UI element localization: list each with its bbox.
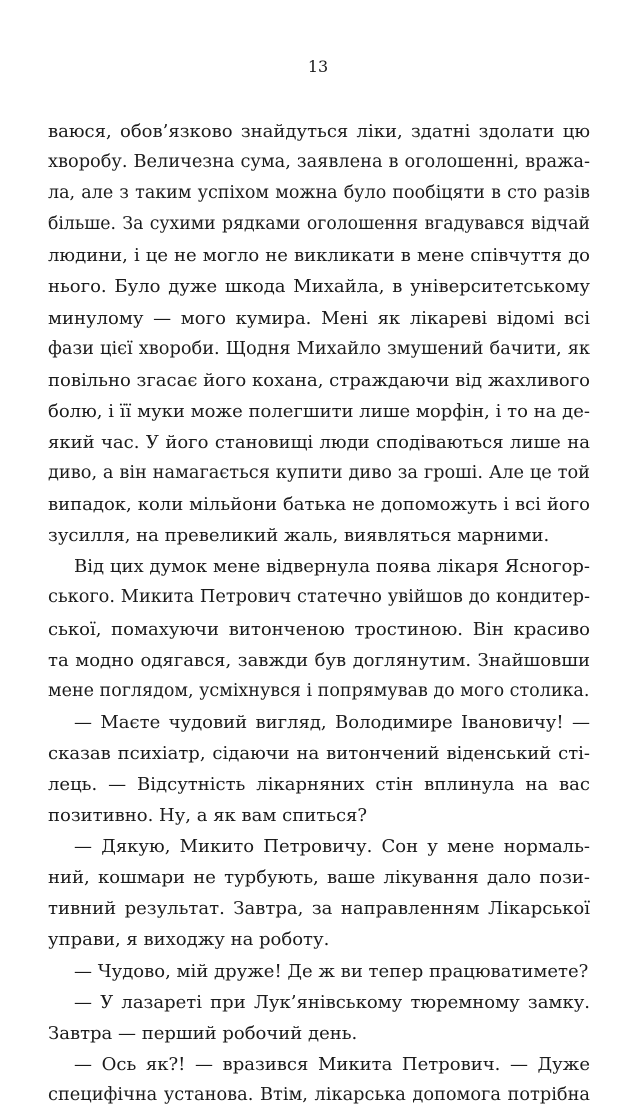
text-line: Завтра — перший робочий день. <box>48 1022 358 1044</box>
text-line: випадок, коли мільйони батька не допоможуть і всі його <box>48 494 590 516</box>
text-line: — Дякую, Микито Петровичу. Сон у мене нормаль- <box>74 836 590 858</box>
text-line: людини, і це не могло не викликати в мене співчуття до <box>48 245 590 267</box>
text-line: ваюся, обов’язково знайдуться ліки, здатні здолати цю <box>48 121 590 142</box>
text-line: нього. Було дуже шкода Михайла, в університетському <box>48 276 590 298</box>
text-line: — Маєте чудовий вигляд, Володимире Івановичу! — <box>74 711 590 733</box>
page-number: 13 <box>307 57 329 76</box>
text-line: зусилля, на превеликий жаль, виявляться марними. <box>48 525 550 547</box>
text-line: ла, але з таким успіхом можна було пообіцяти в сто разів <box>48 183 590 204</box>
text-line: більше. За сухими рядками оголошення вгадувався відчай <box>48 214 590 235</box>
text-line: лець. — Відсутність лікарняних стін вплинула на вас <box>48 773 590 795</box>
text-line: минулому — мого кумира. Мені як лікареві відомі всі <box>48 307 590 329</box>
text-line: фази цієї хвороби. Щодня Михайло змушений бачити, як <box>48 338 590 359</box>
text-line: диво, а він намагається купити диво за гроші. Але це той <box>48 463 590 484</box>
text-line: повільно згасає його кохана, страждаючи від жахливого <box>48 369 590 391</box>
text-line: — Чудово, мій друже! Де ж ви тепер працюватимете? <box>74 960 589 982</box>
text-line: та модно одягався, завжди був доглянутим. Знайшовши <box>48 649 590 671</box>
body-text <box>48 116 590 1111</box>
text-line: ської, помахуючи витонченою тростиною. Він красиво <box>48 618 590 640</box>
text-line: мене поглядом, усміхнувся і попрямував до мого столика. <box>48 680 590 701</box>
text-line: управи, я виходжу на роботу. <box>48 929 330 951</box>
text-line: — Ось як?! — вразився Микита Петрович. — Дуже <box>74 1053 590 1075</box>
text-line: хворобу. Величезна сума, заявлена в оголошенні, вража- <box>48 152 590 173</box>
text-line: сказав психіатр, сідаючи на витончений віденський сті- <box>48 742 590 764</box>
text-line: тивний результат. Завтра, за направленням Лікарської <box>48 898 590 920</box>
text-line: — У лазареті при Лук’янівському тюремному замку. <box>74 991 590 1013</box>
text-line: болю, і її муки може полегшити лише морфін, і то на де- <box>48 400 590 422</box>
text-line: позитивно. Ну, а як вам спиться? <box>48 805 368 827</box>
text-line: Від цих думок мене відвернула поява лікаря Ясногор- <box>74 556 590 578</box>
text-line: ний, кошмари не турбують, ваше лікування дало пози- <box>48 867 590 889</box>
text-line: специфічна установа. Втім, лікарська допомога потрібна <box>48 1084 590 1105</box>
text-line: який час. У його становищі люди сподіваються лише на <box>48 431 590 453</box>
text-line: ського. Микита Петрович статечно увійшов до кондитер- <box>48 587 590 608</box>
